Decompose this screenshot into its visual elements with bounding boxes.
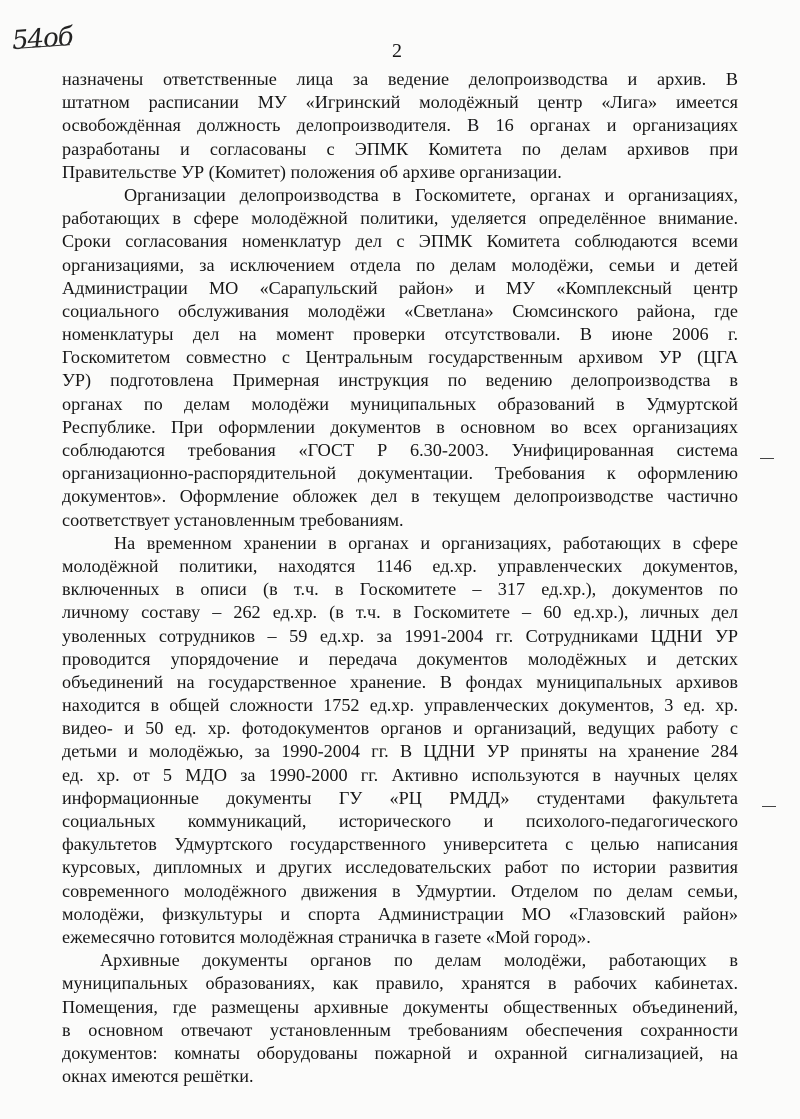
paragraph-start-line: Архивные документы органов по делам молодёжи, работающих в [100,950,738,971]
text-line: соответствует установленным требованиям. [62,509,404,530]
text-line: информационные документы ГУ «РЦ РМДД» студентами факультета [62,787,738,808]
text-line: Сроки согласования номенклатур дел с ЭПМК Комитета соблюдаются всеми [62,231,738,252]
text-line: находится в общей сложности 1752 ед.хр. управленческих документов, 3 ед. хр. [62,695,738,716]
text-line: объединений на государственное хранение. В фондах муниципальных архивов [62,671,738,692]
text-line: ежемесячно готовится молодёжная страничка в газете «Мой город». [62,926,591,947]
text-line: видео- и 50 ед. хр. фотодокументов органов и организаций, ведущих работу с [62,718,738,739]
text-line: документов». Оформление обложек дел в текущем делопроизводстве частично [62,486,738,507]
text-line: муниципальных образованиях, как правило, хранятся в рабочих кабинетах. [62,973,738,994]
text-line: молодёжной политики, находятся 1146 ед.хр. управленческих документов, [62,555,738,576]
text-line: социальных коммуникаций, исторического и психолого-педагогического [62,811,738,831]
margin-scan-mark [760,458,774,459]
text-line: документов: комнаты оборудованы пожарной и охранной сигнализацией, на [62,1042,738,1063]
text-line: назначены ответственные лица за ведение делопроизводства и архив. В [62,69,738,89]
text-line: личному составу – 262 ед.хр. (в т.ч. в Госкомитете – 60 ед.хр.), личных дел [62,602,738,623]
text-line: Республике. При оформлении документов в основном во всех организациях [62,416,738,437]
text-line: организациями, за исключением отдела по делам молодёжи, семьи и детей [62,254,738,275]
text-line: соблюдаются требования «ГОСТ Р 6.30-2003. Унифицированная система [62,440,738,460]
document-body [62,68,738,1088]
text-line: разработаны и согласованы с ЭПМК Комитета по делам архивов при [62,138,738,159]
text-line: организационно-распорядительной документации. Требования к оформлению [62,463,738,484]
text-line: Правительстве УР (Комитет) положения об архиве организации. [62,161,562,182]
text-line: в основном отвечают установленным требованиям обеспечения сохранности [62,1019,738,1040]
page-number: 2 [392,40,402,62]
text-line: современного молодёжного движения в Удмуртии. Отделом по делам семьи, [62,880,738,901]
text-line: штатном расписании МУ «Игринский молодёжный центр «Лига» имеется [62,92,738,113]
margin-scan-mark [762,806,776,807]
text-line: факультетов Удмуртского государственного университета с целью написания [62,834,738,855]
text-line: номенклатуры дел на момент проверки отсутствовали. В июне 2006 г. [62,324,738,345]
text-line: освобождённая должность делопроизводителя. В 16 органах и организациях [62,115,738,136]
text-line: Администрации МО «Сарапульский район» и МУ «Комплексный центр [62,277,738,298]
text-line: уволенных сотрудников – 59 ед.хр. за 1991-2004 гг. Сотрудниками ЦДНИ УР [62,625,738,646]
text-line: социального обслуживания молодёжи «Светлана» Сюмсинского района, где [62,300,738,321]
text-line: органах по делам молодёжи муниципальных образований в Удмуртской [62,393,738,414]
paragraph-start-line: Организации делопроизводства в Госкомитете, органах и организациях, [124,184,738,205]
text-line: УР) подготовлена Примерная инструкция по ведению делопроизводства в [62,370,738,391]
text-line: ед. хр. от 5 МДО за 1990-2000 гг. Активно используются в научных целях [62,764,738,785]
handwritten-folio-note: 54об [11,21,74,57]
text-line: проводится упорядочение и передача документов молодёжных и детских [62,648,738,669]
text-line: включенных в описи (в т.ч. в Госкомитете – 317 ед.хр.), документов по [62,579,738,600]
text-line: молодёжи, физкультуры и спорта Администрации МО «Глазовский район» [62,903,738,924]
paragraph-start-line: На временном хранении в органах и организациях, работающих в сфере [114,532,738,553]
text-line: окнах имеются решётки. [62,1066,254,1087]
text-line: курсовых, дипломных и других исследовательских работ по истории развития [62,857,738,878]
text-line: работающих в сфере молодёжной политики, уделяется определённое внимание. [62,208,738,229]
text-line: Помещения, где размещены архивные документы общественных объединений, [62,996,738,1017]
text-line: Госкомитетом совместно с Центральным государственным архивом УР (ЦГА [62,347,738,368]
text-line: детьми и молодёжью, за 1990-2004 гг. В ЦДНИ УР приняты на хранение 284 [62,741,738,762]
